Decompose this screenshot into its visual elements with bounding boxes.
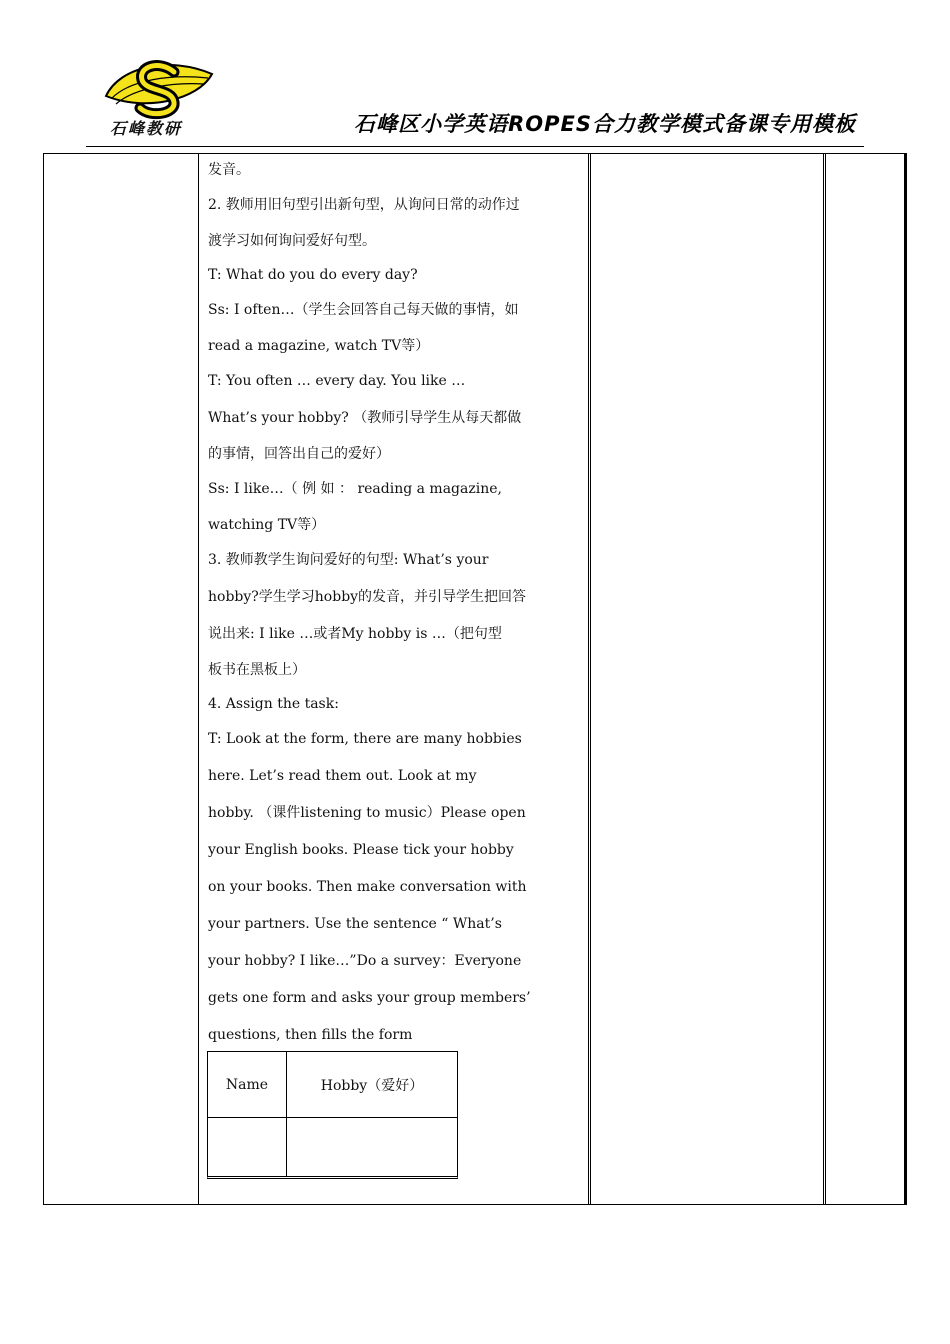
text-line: 发音。 [208, 162, 250, 178]
table-cell [208, 1118, 287, 1176]
text-line: T: Look at the form, there are many hobbies [208, 731, 522, 747]
text-line: your hobby? I like…”Do a survey：Everyone [208, 953, 522, 969]
header-rule [86, 146, 864, 147]
text-line: Ss: I like…（ 例 如 ： reading a magazine, [208, 481, 502, 497]
text-line: hobby?学生学习hobby的发音，并引导学生把回答 [208, 589, 527, 605]
column-divider [198, 153, 199, 1205]
text-line: T: What do you do every day? [208, 267, 418, 283]
template-title: 石峰区小学英语ROPES合力教学模式备课专用模板 [354, 112, 856, 136]
header-hobby: Hobby（爱好） [287, 1052, 457, 1118]
text-line: Ss: I often…（学生会回答自己每天做的事情，如 [208, 302, 519, 318]
table-cell [287, 1118, 457, 1176]
column-divider [904, 153, 907, 1205]
text-line: watching TV等） [208, 517, 326, 533]
text-line: read a magazine, watch TV等） [208, 338, 430, 354]
text-line: your partners. Use the sentence “ What’s [208, 916, 502, 932]
text-line: T: You often … every day. You like … [208, 373, 466, 389]
text-line: 渡学习如何询问爱好句型。 [208, 233, 376, 249]
text-line: 2. 教师用旧句型引出新句型，从询问日常的动作过 [208, 197, 520, 213]
text-line: on your books. Then make conversation with [208, 879, 527, 895]
column-divider [588, 153, 591, 1205]
text-line: 3. 教师教学生询问爱好的句型: What’s your [208, 552, 489, 568]
text-line: here. Let’s read them out. Look at my [208, 768, 477, 784]
text-line: What’s your hobby? （教师引导学生从每天都做 [208, 410, 522, 426]
logo-caption: 石峰教研 [110, 119, 183, 138]
text-line: 的事情，回答出自己的爱好） [208, 446, 390, 462]
text-line: questions, then fills the form [208, 1027, 413, 1043]
text-line: 4. Assign the task: [208, 696, 339, 712]
teaching-procedure-cell [208, 153, 580, 1054]
text-line: 板书在黑板上） [208, 662, 306, 678]
column-divider [823, 153, 826, 1205]
text-line: 说出来: I like …或者My hobby is …（把句型 [208, 626, 502, 642]
survey-form-table [207, 1051, 458, 1179]
text-line: gets one form and asks your group members’ [208, 990, 531, 1006]
text-line: your English books. Please tick your hobby [208, 842, 514, 858]
header-name: Name [208, 1052, 287, 1118]
text-line: hobby. （课件listening to music）Please open [208, 805, 526, 821]
